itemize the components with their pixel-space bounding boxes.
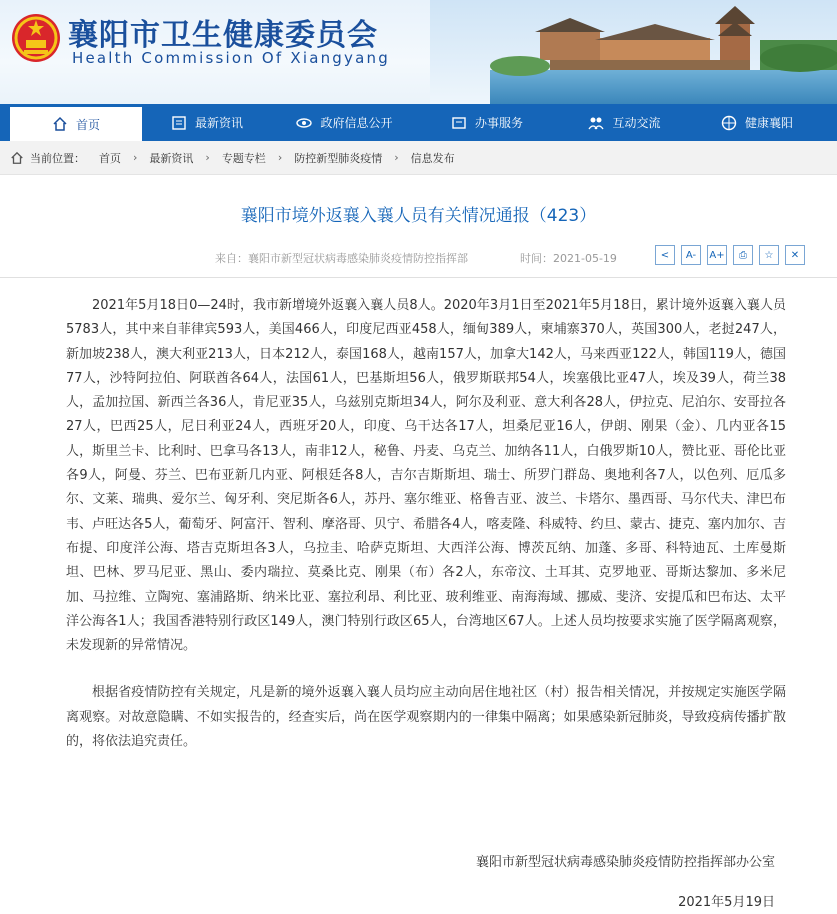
nav-item-gov-info[interactable] <box>272 104 417 141</box>
news-icon <box>171 115 187 131</box>
article-paragraph: 根据省疫情防控有关规定，凡是新的境外返襄入襄人员均应主动向居住地社区（村）报告相关情况，并按规定实施医学隔离观察。对故意隐瞒、不如实报告的，经查实后，尚在医学观察期内的一律集中隔离；如果感染新冠肺炎，导致疫病传播扩散的，将依法追究责任。 <box>66 685 786 750</box>
eye-icon <box>296 115 312 131</box>
home-icon <box>52 116 68 132</box>
nav-item-home[interactable] <box>10 104 142 141</box>
nav-item-label: 办事服务 <box>474 116 523 130</box>
share-icon[interactable]: < <box>655 245 675 265</box>
print-icon[interactable]: ⎙ <box>733 245 753 265</box>
breadcrumb-separator: › <box>394 151 399 164</box>
breadcrumb-link[interactable]: 信息发布 <box>410 151 455 165</box>
site-title: 襄阳市卫生健康委员会 <box>68 18 378 53</box>
article-body <box>66 294 786 754</box>
breadcrumb-link[interactable]: 首页 <box>99 151 121 165</box>
breadcrumb-separator: › <box>133 151 138 164</box>
site-subtitle: Health Commission Of Xiangyang <box>72 49 390 67</box>
nav-item-health[interactable] <box>692 104 822 141</box>
favorite-icon[interactable]: ☆ <box>759 245 779 265</box>
breadcrumb-link[interactable]: 防控新型肺炎疫情 <box>294 151 383 165</box>
header-scenery-image <box>430 0 837 104</box>
breadcrumb-link[interactable]: 专题专栏 <box>221 151 266 165</box>
article-tools <box>655 245 811 265</box>
service-icon <box>451 115 467 131</box>
health-icon <box>721 115 737 131</box>
article-source: 来自：襄阳市新型冠状病毒感染肺炎疫情防控指挥部 <box>215 252 468 265</box>
nav-item-services[interactable] <box>417 104 557 141</box>
font-decrease-icon[interactable]: A- <box>681 245 701 265</box>
home-small-icon <box>10 151 24 165</box>
nav-item-label: 健康襄阳 <box>744 116 793 130</box>
nav-item-news[interactable] <box>142 104 272 141</box>
breadcrumb-prefix: 当前位置： <box>30 151 85 165</box>
font-increase-icon[interactable]: A+ <box>707 245 727 265</box>
article-date: 2021年5月19日 <box>678 895 775 910</box>
breadcrumb-separator: › <box>277 151 283 164</box>
people-icon <box>588 115 604 131</box>
breadcrumb-link[interactable]: 最新资讯 <box>149 151 194 165</box>
nav-item-label: 互动交流 <box>612 116 661 130</box>
article-time: 时间：2021-05-19 <box>520 252 617 265</box>
nav-item-label: 政府信息公开 <box>320 116 393 130</box>
main-nav <box>0 104 837 141</box>
site-header <box>0 0 837 104</box>
article-signature: 襄阳市新型冠状病毒感染肺炎疫情防控指挥部办公室 <box>475 855 775 870</box>
breadcrumb-separator: › <box>205 151 210 164</box>
national-emblem-icon <box>10 10 62 66</box>
nav-item-interaction[interactable] <box>557 104 692 141</box>
nav-item-label: 最新资讯 <box>194 116 243 130</box>
article-paragraph: 2021年5月18日0—24时，我市新增境外返襄入襄人员8人。2020年3月1日至2021年5月18日，累计境外返襄入襄人员5783人，其中来自菲律宾593人，美国466人，印度尼西亚458人，缅甸389人，柬埔寨370人，英国300人，老挝247人，新加坡238人，澳大利亚213人，日本212人，泰国168人，越南157人，加拿大142人，马来西亚122人，韩国119人，德国77人，沙特阿拉伯、阿联酋各64人，法国61人，巴基斯坦56人，俄罗斯联邦54人，埃塞俄比亚47人，埃及39人，荷兰38人，孟加拉国、新西兰各36人，肯尼亚35人，乌兹别克斯坦34人，阿尔及利亚、意大利各28人，伊拉克、尼泊尔、安哥拉各27人，巴西25人，尼日利亚24人，西班牙20人，印度、乌干达各17人，坦桑尼亚16人，伊朗、刚果（金）、几内亚各15人，斯里兰卡、比利时、巴拿马各13人，南非12人，秘鲁、丹麦、乌克兰、加纳各11人，白俄罗斯10人，赞比亚、哥伦比亚各9人，阿曼、芬兰、巴布亚新几内亚、阿根廷各8人，吉尔吉斯斯坦、瑞士、所罗门群岛、奥地利各7人，以色列、厄瓜多尔、文莱、瑞典、爱尔兰、匈牙利、突尼斯各6人，苏丹、塞尔维亚、格鲁吉亚、波兰、卡塔尔、墨西哥、马尔代夫、津巴布韦、卢旺达各5人，葡萄牙、阿富汗、智利、摩洛哥、贝宁、希腊各4人，喀麦隆、科威特、约旦、蒙古、捷克、塞内加尔、吉布提、印度洋公海、塔吉克斯坦各3人，乌拉圭、哈萨克斯坦、大西洋公海、博茨瓦纳、加蓬、多哥、科特迪瓦、土库曼斯坦、巴林、罗马尼亚、黑山、委内瑞拉、莫桑比克、刚果（布）各2人，东帝汶、土耳其、克罗地亚、哥斯达黎加、多米尼加、马拉维、立陶宛、塞浦路斯、纳米比亚、塞拉利昂、利比亚、玻利维亚、南海海域、挪威、斐济、安提瓜和巴布达、太平洋公海各1人；我国香港特别行政区149人，澳门特别行政区65人，台湾地区67人。上述人员均按要求实施了医学隔离观察，未发现新的异常情况。 <box>66 298 786 654</box>
close-icon[interactable]: ✕ <box>785 245 805 265</box>
article-title: 襄阳市境外返襄入襄人员有关情况通报（423） <box>240 206 597 226</box>
breadcrumb <box>0 141 837 175</box>
nav-item-label: 首页 <box>75 117 100 132</box>
divider <box>0 277 837 278</box>
